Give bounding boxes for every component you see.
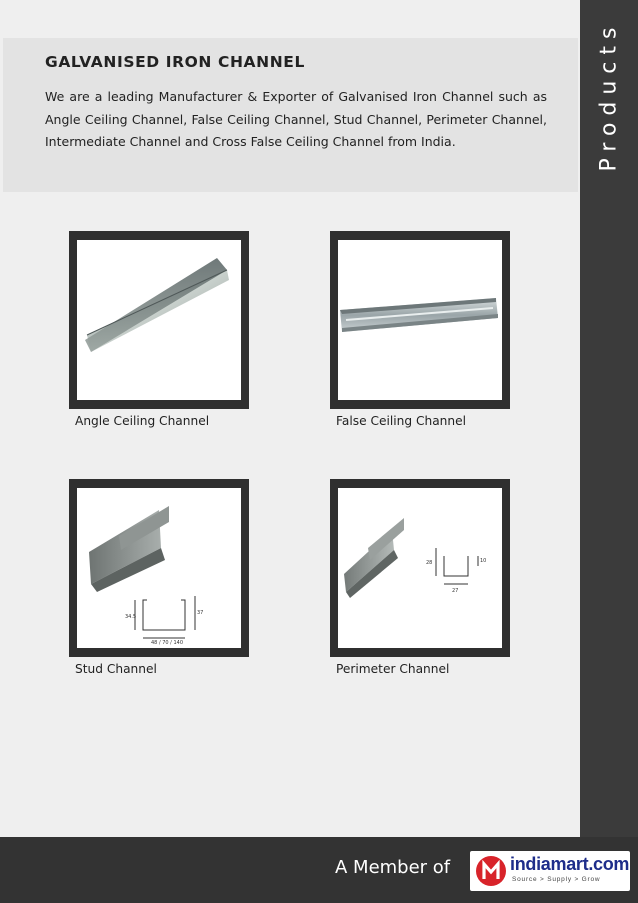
footer	[0, 837, 638, 903]
indiamart-logo[interactable]	[470, 851, 630, 891]
product-caption: False Ceiling Channel	[336, 414, 467, 428]
sidebar-label: Products	[596, 20, 622, 172]
product-card-stud-channel[interactable]	[69, 479, 249, 681]
product-frame	[330, 479, 510, 657]
product-frame	[69, 231, 249, 409]
product-caption: Perimeter Channel	[336, 662, 450, 676]
product-card-perimeter-channel[interactable]	[330, 479, 510, 681]
logo-name: indiamart.com	[510, 854, 630, 874]
product-card-angle-ceiling-channel[interactable]	[69, 231, 249, 433]
drawing-dimension-label: 27	[452, 588, 459, 594]
indiamart-logo-icon	[475, 854, 507, 888]
drawing-dimension-label: 28	[426, 560, 433, 566]
section-title: GALVANISED IRON CHANNEL	[45, 53, 305, 71]
product-caption: Angle Ceiling Channel	[75, 414, 210, 428]
member-of-text: A Member of	[335, 857, 451, 878]
drawing-dimension-label: 34.5	[125, 614, 137, 620]
section-description: We are a leading Manufacturer & Exporter of Galvanised Iron Channel such as Angle Ceiling Channel, False Ceiling Channel, Stud Channel, Perimeter Channel, Intermediate Channel and Cross False Ceiling Channel from India.	[45, 89, 547, 149]
drawing-dimension-label: 10	[480, 558, 487, 564]
product-image-stud-channel	[77, 488, 241, 648]
drawing-dimension-label: 37	[197, 610, 204, 616]
product-image-false-ceiling-channel	[338, 240, 502, 400]
product-image-angle-channel	[77, 240, 241, 400]
product-card-false-ceiling-channel[interactable]	[330, 231, 510, 433]
sidebar	[580, 0, 638, 837]
product-frame	[69, 479, 249, 657]
product-image-perimeter-channel	[338, 488, 502, 648]
intro-section	[3, 38, 578, 192]
product-frame	[330, 231, 510, 409]
logo-tagline: Source > Supply > Grow	[512, 876, 601, 883]
drawing-dimension-label: 48 / 70 / 140	[151, 640, 183, 646]
product-caption: Stud Channel	[75, 662, 157, 676]
